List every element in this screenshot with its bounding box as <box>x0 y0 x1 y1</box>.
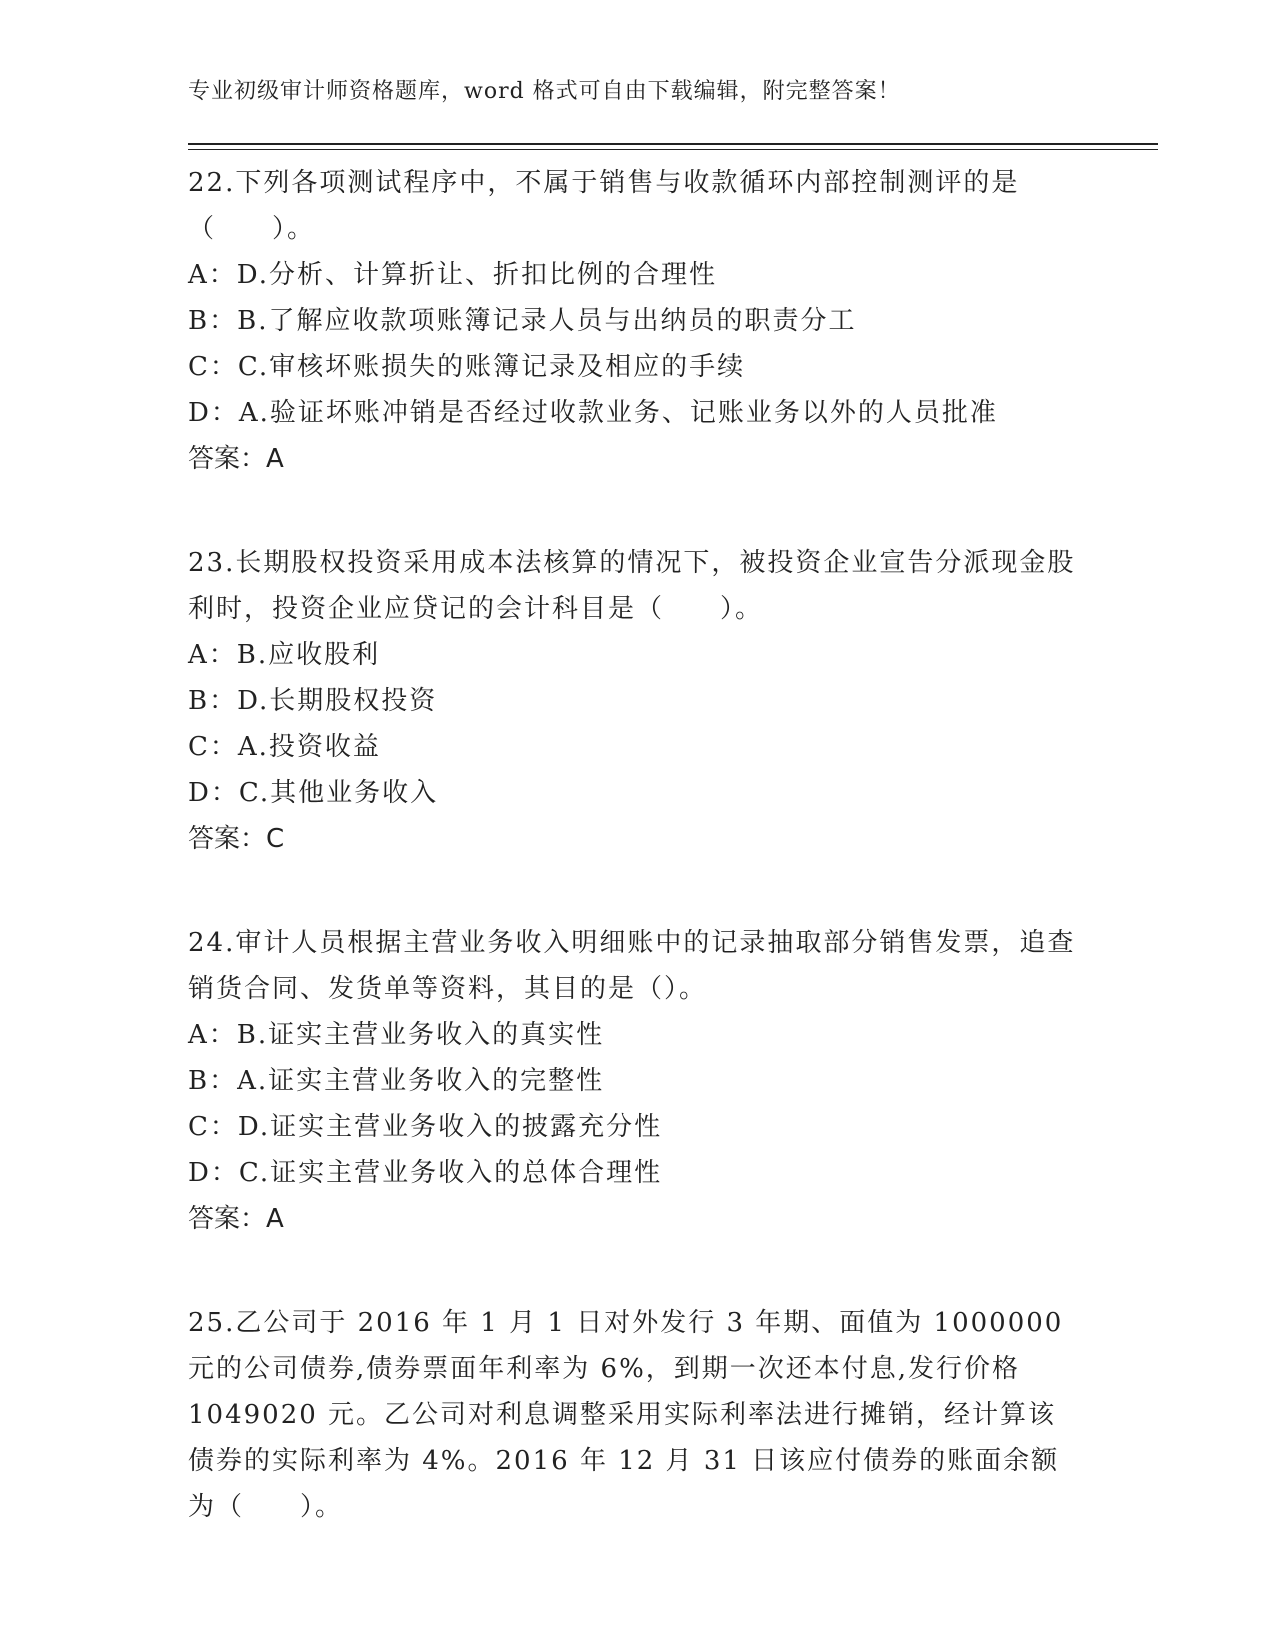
answer-line: 答案：C <box>188 824 285 854</box>
page-header-text: 专业初级审计师资格题库，word 格式可自由下载编辑，附完整答案！ <box>188 79 901 104</box>
question-list <box>188 160 1078 1588</box>
option-a: A：B.应收股利 <box>188 640 381 670</box>
option-c: C：C.审核坏账损失的账簿记录及相应的手续 <box>188 352 746 382</box>
question-stem: 23.长期股权投资采用成本法核算的情况下，被投资企业宣告分派现金股利时，投资企业应贷记的会计科目是（ ）。 <box>188 548 1076 624</box>
option-b: B：D.长期股权投资 <box>188 686 438 716</box>
option-d: D：C.证实主营业务收入的总体合理性 <box>188 1158 663 1188</box>
header-divider <box>188 143 1158 145</box>
question-25 <box>188 1300 1078 1530</box>
question-23 <box>188 540 1078 862</box>
option-d: D：A.验证坏账冲销是否经过收款业务、记账业务以外的人员批准 <box>188 398 998 428</box>
question-24 <box>188 920 1078 1242</box>
answer-line: 答案：A <box>188 1204 284 1234</box>
option-c: C：D.证实主营业务收入的披露充分性 <box>188 1112 663 1142</box>
question-stem: 24.审计人员根据主营业务收入明细账中的记录抽取部分销售发票，追查销货合同、发货单等资料，其目的是（）。 <box>188 928 1076 1004</box>
option-a: A：B.证实主营业务收入的真实性 <box>188 1020 605 1050</box>
option-b: B：B.了解应收款项账簿记录人员与出纳员的职责分工 <box>188 306 857 336</box>
answer-line: 答案：A <box>188 444 284 474</box>
question-stem: 22.下列各项测试程序中，不属于销售与收款循环内部控制测评的是（ ）。 <box>188 168 1020 244</box>
option-d: D：C.其他业务收入 <box>188 778 439 808</box>
option-c: C：A.投资收益 <box>188 732 381 762</box>
question-22 <box>188 160 1078 482</box>
question-stem: 25.乙公司于 2016 年 1 月 1 日对外发行 3 年期、面值为 1000000 元的公司债券,债券票面年利率为 6%，到期一次还本付息,发行价格 1049020 元。乙公司对利息调整采用实际利率法进行摊销，经计算该债券的实际利率为 4%。2016 年 12 月 31 日该应付债券的账面余额为（ ）。 <box>188 1308 1064 1522</box>
option-a: A：D.分析、计算折让、折扣比例的合理性 <box>188 260 717 290</box>
header-divider-thin <box>188 149 1158 150</box>
option-b: B：A.证实主营业务收入的完整性 <box>188 1066 605 1096</box>
